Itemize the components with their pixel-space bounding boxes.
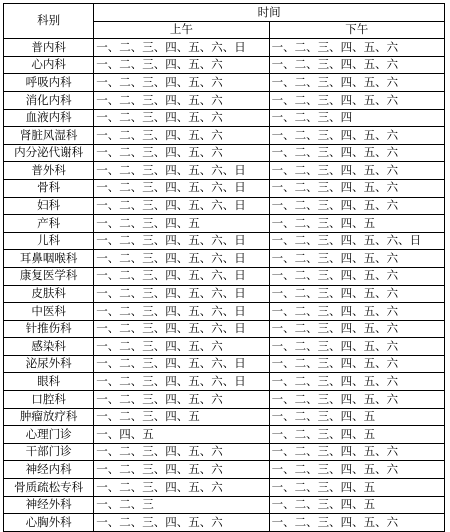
department-cell: 中医科	[4, 303, 94, 321]
afternoon-days-cell: 一、二、三、四、五、六	[269, 74, 444, 92]
department-cell: 骨科	[4, 179, 94, 197]
afternoon-days-cell: 一、二、三、四、五、六	[269, 514, 444, 532]
morning-days-cell: 一、二、三、四、五、六、日	[94, 303, 269, 321]
department-cell: 心胸外科	[4, 514, 94, 532]
morning-days-cell: 一、二、三、四、五、六	[94, 74, 269, 92]
morning-header: 上午	[94, 21, 269, 39]
department-cell: 骨质疏松专科	[4, 479, 94, 497]
table-row	[4, 355, 445, 373]
table-row	[4, 127, 445, 145]
morning-days-cell: 一、二、三、四、五、六	[94, 338, 269, 356]
afternoon-days-cell: 一、二、三、四、五	[269, 408, 444, 426]
department-cell: 消化内科	[4, 91, 94, 109]
afternoon-days-cell: 一、二、三、四、五、六	[269, 197, 444, 215]
department-cell: 感染科	[4, 338, 94, 356]
afternoon-days-cell: 一、二、三、四、五、六	[269, 267, 444, 285]
afternoon-days-cell: 一、二、三、四、五、六	[269, 303, 444, 321]
morning-days-cell: 一、二、三、四、五	[94, 215, 269, 233]
afternoon-days-cell: 一、二、三、四、五、六	[269, 320, 444, 338]
clinic-schedule-table	[3, 3, 445, 532]
afternoon-days-cell: 一、二、三、四、五	[269, 479, 444, 497]
morning-days-cell: 一、二、三、四、五、六	[94, 514, 269, 532]
morning-days-cell: 一、二、三、四、五、六、日	[94, 320, 269, 338]
table-row	[4, 267, 445, 285]
afternoon-days-cell: 一、二、三、四、五、六	[269, 391, 444, 409]
afternoon-days-cell: 一、二、三、四、五、六	[269, 162, 444, 180]
afternoon-days-cell: 一、二、三、四、五、六	[269, 127, 444, 145]
morning-days-cell: 一、二、三、四、五	[94, 408, 269, 426]
department-cell: 妇科	[4, 197, 94, 215]
department-cell: 口腔科	[4, 391, 94, 409]
department-cell: 干部门诊	[4, 443, 94, 461]
department-cell: 神经外科	[4, 496, 94, 514]
department-cell: 普内科	[4, 39, 94, 57]
time-header: 时间	[94, 4, 445, 22]
department-cell: 泌尿外科	[4, 355, 94, 373]
morning-days-cell: 一、二、三、四、五、六	[94, 109, 269, 127]
table-row	[4, 391, 445, 409]
department-cell: 产科	[4, 215, 94, 233]
table-row	[4, 215, 445, 233]
table-row	[4, 74, 445, 92]
morning-days-cell: 一、二、三、四、五、六	[94, 443, 269, 461]
table-row	[4, 496, 445, 514]
table-row	[4, 250, 445, 268]
morning-days-cell: 一、二、三、四、五、六、日	[94, 232, 269, 250]
morning-days-cell: 一、二、三、四、五、六	[94, 461, 269, 479]
afternoon-days-cell: 一、二、三、四、五、六	[269, 285, 444, 303]
afternoon-days-cell: 一、二、三、四、五、六	[269, 179, 444, 197]
afternoon-days-cell: 一、二、三、四、五、六	[269, 355, 444, 373]
department-cell: 心理门诊	[4, 426, 94, 444]
table-row	[4, 373, 445, 391]
afternoon-days-cell: 一、二、三、四、五、六	[269, 338, 444, 356]
table-row	[4, 109, 445, 127]
department-cell: 皮肤科	[4, 285, 94, 303]
table-row	[4, 320, 445, 338]
morning-days-cell: 一、二、三、四、五、六、日	[94, 250, 269, 268]
table-row	[4, 197, 445, 215]
table-row	[4, 461, 445, 479]
morning-days-cell: 一、二、三、四、五、六	[94, 144, 269, 162]
department-cell: 康复医学科	[4, 267, 94, 285]
afternoon-days-cell: 一、二、三、四、五、六	[269, 91, 444, 109]
afternoon-days-cell: 一、二、三、四、五	[269, 215, 444, 233]
table-row	[4, 91, 445, 109]
afternoon-days-cell: 一、二、三、四、五、六	[269, 56, 444, 74]
table-row	[4, 443, 445, 461]
table-row	[4, 303, 445, 321]
morning-days-cell: 一、二、三、四、五、六、日	[94, 162, 269, 180]
morning-days-cell: 一、二、三、四、五、六	[94, 91, 269, 109]
department-cell: 血液内科	[4, 109, 94, 127]
morning-days-cell: 一、二、三、四、五、六、日	[94, 285, 269, 303]
table-row	[4, 338, 445, 356]
afternoon-days-cell: 一、二、三、四、五	[269, 496, 444, 514]
morning-days-cell: 一、二、三、四、五、六、日	[94, 179, 269, 197]
table-row	[4, 426, 445, 444]
department-header: 科别	[4, 4, 94, 39]
morning-days-cell: 一、二、三、四、五、六	[94, 479, 269, 497]
morning-days-cell: 一、二、三、四、五、六、日	[94, 373, 269, 391]
morning-days-cell: 一、二、三、四、五、六	[94, 127, 269, 145]
afternoon-days-cell: 一、二、三、四、五、六	[269, 39, 444, 57]
morning-days-cell: 一、二、三、四、五、六	[94, 391, 269, 409]
table-row	[4, 144, 445, 162]
department-cell: 耳鼻咽喉科	[4, 250, 94, 268]
morning-days-cell: 一、二、三、四、五、六、日	[94, 267, 269, 285]
morning-days-cell: 一、二、三、四、五、六、日	[94, 39, 269, 57]
department-cell: 肾脏风湿科	[4, 127, 94, 145]
morning-days-cell: 一、二、三、四、五、六、日	[94, 197, 269, 215]
department-cell: 呼吸内科	[4, 74, 94, 92]
schedule-header	[4, 4, 445, 39]
department-cell: 针推伤科	[4, 320, 94, 338]
department-cell: 儿科	[4, 232, 94, 250]
department-cell: 普外科	[4, 162, 94, 180]
afternoon-days-cell: 一、二、三、四、五、六	[269, 250, 444, 268]
table-row	[4, 479, 445, 497]
table-row	[4, 408, 445, 426]
afternoon-days-cell: 一、二、三、四、五	[269, 426, 444, 444]
department-cell: 神经内科	[4, 461, 94, 479]
morning-days-cell: 一、二、三	[94, 496, 269, 514]
department-cell: 心内科	[4, 56, 94, 74]
morning-days-cell: 一、二、三、四、五、六、日	[94, 355, 269, 373]
schedule-body	[4, 39, 445, 532]
afternoon-days-cell: 一、二、三、四、五、六	[269, 443, 444, 461]
afternoon-header: 下午	[269, 21, 444, 39]
afternoon-days-cell: 一、二、三、四、五、六	[269, 373, 444, 391]
afternoon-days-cell: 一、二、三、四、五、六、日	[269, 232, 444, 250]
table-row	[4, 232, 445, 250]
department-cell: 眼科	[4, 373, 94, 391]
table-row	[4, 179, 445, 197]
afternoon-days-cell: 一、二、三、四、五、六	[269, 144, 444, 162]
table-row	[4, 56, 445, 74]
table-row	[4, 285, 445, 303]
department-cell: 肿瘤放疗科	[4, 408, 94, 426]
table-row	[4, 514, 445, 532]
morning-days-cell: 一、二、三、四、五、六	[94, 56, 269, 74]
table-row	[4, 162, 445, 180]
afternoon-days-cell: 一、二、三、四、五、六	[269, 461, 444, 479]
afternoon-days-cell: 一、二、三、四	[269, 109, 444, 127]
morning-days-cell: 一、四、五	[94, 426, 269, 444]
department-cell: 内分泌代谢科	[4, 144, 94, 162]
header-row-time	[4, 4, 445, 22]
table-row	[4, 39, 445, 57]
